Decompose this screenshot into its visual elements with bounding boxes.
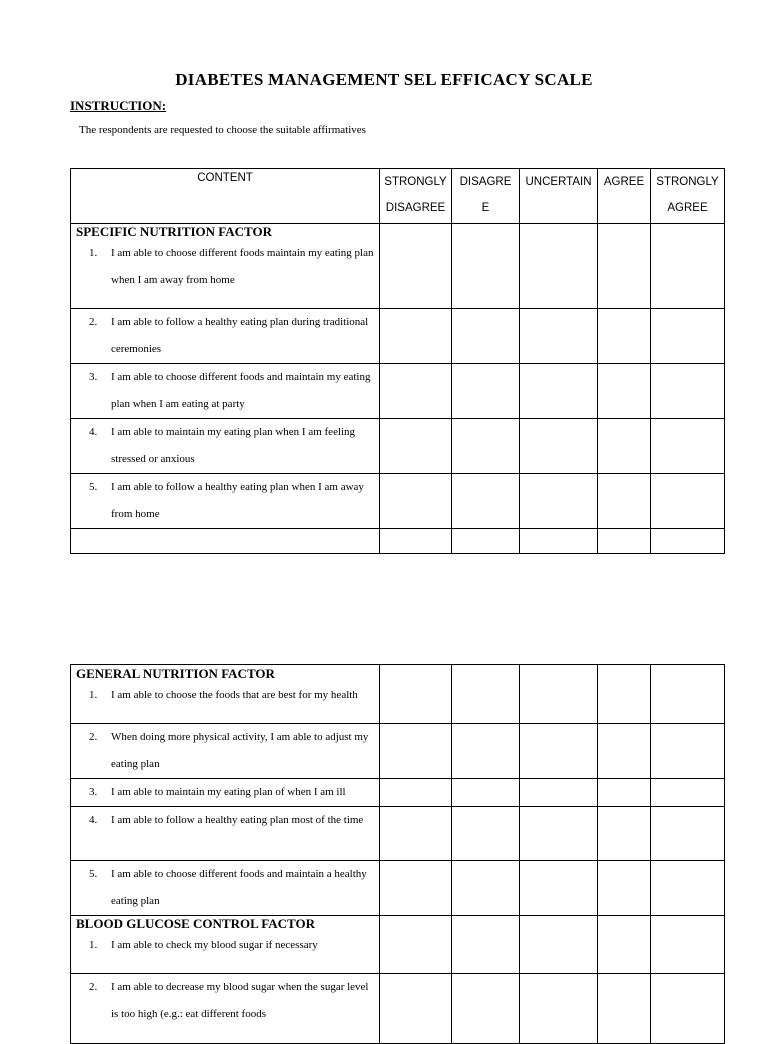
rating-cell[interactable] (520, 529, 598, 554)
item-text: I am able to choose the foods that are best for my health (111, 689, 358, 701)
item-text: I am able to choose different foods maintain my eating plan when I am away from home (111, 247, 374, 286)
rating-cell[interactable] (452, 724, 520, 779)
content-cell (71, 916, 380, 974)
item-number: 2. (89, 731, 98, 743)
rating-cell[interactable] (520, 807, 598, 861)
table-row (71, 724, 725, 779)
item-text: I am able to follow a healthy eating plan during traditional ceremonies (111, 316, 369, 355)
rating-cell[interactable] (452, 309, 520, 364)
table-row (71, 224, 725, 309)
rating-cell[interactable] (452, 364, 520, 419)
rating-cell[interactable] (452, 474, 520, 529)
list-item (71, 974, 379, 1028)
header-disagree (452, 169, 520, 224)
list-item (71, 419, 379, 473)
rating-cell[interactable] (520, 474, 598, 529)
rating-cell[interactable] (452, 529, 520, 554)
rating-cell[interactable] (520, 224, 598, 309)
rating-cell[interactable] (651, 916, 725, 974)
rating-cell[interactable] (380, 779, 452, 807)
table-row (71, 419, 725, 474)
rating-cell[interactable] (520, 861, 598, 916)
item-text: I am able to maintain my eating plan when I am feeling stressed or anxious (111, 426, 356, 465)
table-row (71, 779, 725, 807)
item-text: I am able to choose different foods and maintain a healthy eating plan (111, 868, 367, 907)
list-item (71, 861, 379, 915)
header-strongly-agree-line2: AGREE (667, 202, 708, 214)
list-item (71, 724, 379, 778)
rating-cell[interactable] (651, 309, 725, 364)
content-cell (71, 779, 380, 807)
rating-cell[interactable] (380, 665, 452, 724)
table-row (71, 474, 725, 529)
table-row (71, 861, 725, 916)
rating-cell[interactable] (598, 529, 651, 554)
rating-cell[interactable] (598, 224, 651, 309)
rating-cell[interactable] (380, 974, 452, 1044)
item-text: I am able to maintain my eating plan of when I am ill (111, 786, 346, 798)
rating-cell[interactable] (520, 309, 598, 364)
content-cell (71, 724, 380, 779)
table-row (71, 665, 725, 724)
item-text: I am able to follow a healthy eating plan most of the time (111, 814, 364, 826)
rating-cell[interactable] (598, 364, 651, 419)
rating-cell[interactable] (651, 474, 725, 529)
list-item (71, 309, 379, 363)
rating-cell[interactable] (520, 916, 598, 974)
header-strongly-disagree-line1: STRONGLY (384, 176, 447, 188)
item-number: 1. (89, 689, 98, 701)
rating-cell[interactable] (651, 419, 725, 474)
instruction-text: The respondents are requested to choose the suitable affirmatives (79, 124, 366, 136)
item-number: 2. (89, 981, 98, 993)
content-cell (71, 807, 380, 861)
header-content: CONTENT (71, 169, 380, 224)
rating-cell[interactable] (452, 861, 520, 916)
item-number: 2. (89, 316, 98, 328)
rating-cell[interactable] (452, 974, 520, 1044)
list-item (71, 807, 379, 834)
table-row (71, 974, 725, 1044)
rating-cell[interactable] (598, 807, 651, 861)
rating-cell[interactable] (520, 974, 598, 1044)
content-cell (71, 474, 380, 529)
rating-cell[interactable] (380, 807, 452, 861)
item-number: 3. (89, 786, 98, 798)
header-strongly-disagree (380, 169, 452, 224)
scale-table-2 (70, 664, 725, 1044)
rating-cell[interactable] (598, 724, 651, 779)
rating-cell[interactable] (598, 779, 651, 807)
table-row-empty (71, 529, 725, 554)
item-text: I am able to check my blood sugar if necessary (111, 939, 318, 951)
header-strongly-disagree-line2: DISAGREE (385, 202, 446, 214)
list-item (71, 474, 379, 528)
rating-cell[interactable] (651, 779, 725, 807)
rating-cell[interactable] (598, 309, 651, 364)
content-cell (71, 309, 380, 364)
rating-cell[interactable] (380, 861, 452, 916)
rating-cell[interactable] (452, 419, 520, 474)
item-number: 4. (89, 426, 98, 438)
header-row (71, 169, 725, 224)
rating-cell[interactable] (651, 724, 725, 779)
content-cell (71, 364, 380, 419)
table-row (71, 309, 725, 364)
rating-cell[interactable] (598, 419, 651, 474)
rating-cell[interactable] (520, 419, 598, 474)
table-row (71, 807, 725, 861)
rating-cell[interactable] (651, 665, 725, 724)
item-number: 1. (89, 247, 98, 259)
rating-cell[interactable] (520, 779, 598, 807)
list-item (71, 364, 379, 418)
rating-cell[interactable] (651, 861, 725, 916)
section-title-specific: SPECIFIC NUTRITION FACTOR (76, 224, 272, 239)
rating-cell[interactable] (520, 665, 598, 724)
rating-cell[interactable] (452, 779, 520, 807)
item-number: 5. (89, 481, 98, 493)
list-item (71, 682, 379, 709)
rating-cell[interactable] (380, 916, 452, 974)
item-text: I am able to follow a healthy eating plan when I am away from home (111, 481, 364, 520)
rating-cell[interactable] (651, 529, 725, 554)
content-cell (71, 861, 380, 916)
rating-cell[interactable] (380, 474, 452, 529)
header-strongly-agree (651, 169, 725, 224)
item-text: When doing more physical activity, I am able to adjust my eating plan (111, 731, 369, 770)
rating-cell[interactable] (598, 665, 651, 724)
rating-cell[interactable] (452, 665, 520, 724)
content-cell (71, 224, 380, 309)
item-number: 1. (89, 939, 98, 951)
instruction-label: INSTRUCTION: (70, 98, 167, 113)
rating-cell[interactable] (380, 529, 452, 554)
rating-cell[interactable] (651, 974, 725, 1044)
rating-cell[interactable] (651, 807, 725, 861)
list-item (71, 932, 379, 959)
header-uncertain: UNCERTAIN (520, 169, 598, 224)
content-cell (71, 974, 380, 1044)
header-strongly-agree-line1: STRONGLY (656, 176, 719, 188)
rating-cell[interactable] (452, 916, 520, 974)
list-item (71, 779, 379, 806)
rating-cell[interactable] (452, 807, 520, 861)
rating-cell[interactable] (380, 419, 452, 474)
section-title-general: GENERAL NUTRITION FACTOR (76, 666, 275, 681)
item-number: 3. (89, 371, 98, 383)
rating-cell[interactable] (380, 364, 452, 419)
table-row (71, 364, 725, 419)
rating-cell[interactable] (598, 474, 651, 529)
item-number: 5. (89, 868, 98, 880)
item-number: 4. (89, 814, 98, 826)
header-agree: AGREE (598, 169, 651, 224)
item-text: I am able to decrease my blood sugar when the sugar level is too high (e.g.: eat different foods (111, 981, 369, 1020)
header-disagree-line2: E (481, 202, 490, 214)
rating-cell[interactable] (651, 364, 725, 419)
content-cell (71, 529, 380, 554)
rating-cell[interactable] (452, 224, 520, 309)
rating-cell[interactable] (520, 724, 598, 779)
rating-cell[interactable] (598, 916, 651, 974)
rating-cell[interactable] (380, 309, 452, 364)
rating-cell[interactable] (380, 224, 452, 309)
header-disagree-line1: DISAGRE (459, 176, 512, 188)
section-title-glucose: BLOOD GLUCOSE CONTROL FACTOR (76, 916, 315, 931)
table-row (71, 916, 725, 974)
rating-cell[interactable] (651, 224, 725, 309)
scale-table-1 (70, 168, 725, 554)
rating-cell[interactable] (380, 724, 452, 779)
rating-cell[interactable] (598, 974, 651, 1044)
document-title: DIABETES MANAGEMENT SEL EFFICACY SCALE (175, 70, 593, 89)
rating-cell[interactable] (520, 364, 598, 419)
rating-cell[interactable] (598, 861, 651, 916)
content-cell (71, 419, 380, 474)
list-item (71, 240, 379, 294)
item-text: I am able to choose different foods and maintain my eating plan when I am eating at party (111, 371, 371, 410)
content-cell (71, 665, 380, 724)
